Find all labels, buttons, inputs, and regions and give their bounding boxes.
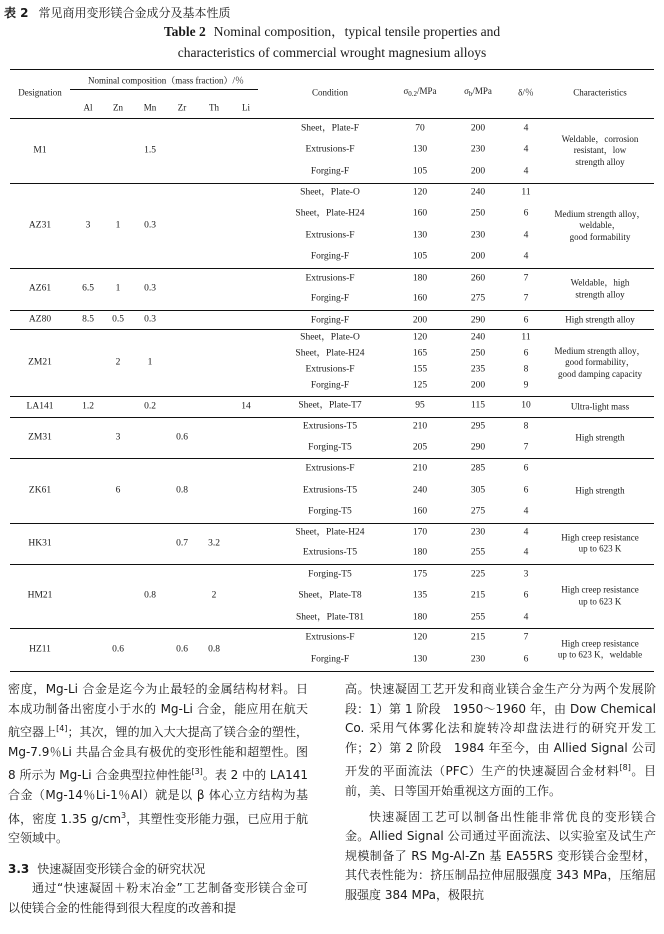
yield-strength-cell: 165 bbox=[412, 348, 428, 359]
characteristics-line: High strength bbox=[575, 484, 625, 495]
elongation-cell: 6 bbox=[523, 590, 529, 601]
condition-cell: Forging-T5 bbox=[308, 442, 352, 453]
yield-strength-cell: 180 bbox=[412, 273, 428, 284]
tensile-strength-cell: 230 bbox=[470, 230, 486, 241]
characteristics-line: up to 623 K，weldable bbox=[557, 649, 643, 660]
composition-value: 0.3 bbox=[144, 283, 156, 294]
table-label-en: Table 2 bbox=[163, 24, 206, 39]
table-caption-cn bbox=[4, 4, 231, 21]
condition-cell: Extrusions-F bbox=[305, 364, 355, 375]
tensile-strength-cell: 230 bbox=[470, 527, 486, 538]
tensile-strength-cell: 290 bbox=[470, 442, 486, 453]
yield-strength-cell: 210 bbox=[412, 463, 428, 474]
alloy-designation: HM21 bbox=[27, 590, 53, 601]
table-rule bbox=[10, 523, 654, 524]
section-heading bbox=[8, 860, 308, 880]
table-rule bbox=[10, 183, 654, 184]
tensile-strength-cell: 200 bbox=[470, 166, 486, 177]
condition-cell: Extrusions-F bbox=[305, 230, 355, 241]
characteristics-cell bbox=[575, 432, 624, 444]
alloy-designation: AZ31 bbox=[28, 220, 52, 230]
tensile-strength-cell: 240 bbox=[470, 332, 486, 343]
characteristics-line: Weldable，high bbox=[570, 277, 630, 288]
composition-value: 1.2 bbox=[82, 401, 94, 411]
composition-value: 6.5 bbox=[82, 283, 94, 294]
elongation-cell: 3 bbox=[523, 569, 529, 580]
table-rule bbox=[10, 564, 654, 565]
header-element-zn: Zn bbox=[113, 102, 123, 113]
characteristics-cell bbox=[571, 401, 629, 413]
elongation-cell: 10 bbox=[521, 400, 531, 411]
yield-strength-cell: 130 bbox=[412, 144, 428, 155]
composition-value: 1.5 bbox=[144, 145, 156, 155]
yield-strength-cell: 205 bbox=[412, 442, 428, 453]
condition-cell: Extrusions-T5 bbox=[302, 485, 358, 496]
elongation-cell: 4 bbox=[523, 612, 529, 623]
header-designation: Designation bbox=[18, 87, 62, 98]
composition-value: 0.6 bbox=[112, 644, 124, 654]
tensile-strength-cell: 250 bbox=[470, 348, 486, 359]
characteristics-line: good formability bbox=[569, 231, 631, 242]
alloy-designation: AZ80 bbox=[28, 314, 52, 324]
condition-cell: Forging-F bbox=[310, 380, 350, 391]
condition-cell: Extrusions-T5 bbox=[302, 547, 358, 558]
condition-cell: Forging-T5 bbox=[308, 569, 352, 580]
tensile-strength-cell: 225 bbox=[470, 569, 486, 580]
elongation-cell: 4 bbox=[523, 230, 529, 241]
condition-cell: Forging-F bbox=[310, 251, 350, 262]
characteristics-line: up to 623 K bbox=[578, 543, 622, 554]
composition-value: 3.2 bbox=[208, 538, 220, 548]
yield-strength-cell: 180 bbox=[412, 547, 428, 558]
characteristics-cell bbox=[571, 278, 630, 301]
elongation-cell: 7 bbox=[523, 632, 529, 643]
characteristics-line: High strength bbox=[575, 431, 625, 442]
composition-value: 0.8 bbox=[208, 644, 220, 654]
characteristics-cell bbox=[555, 208, 646, 243]
elongation-cell: 6 bbox=[523, 654, 529, 665]
citation: [8] bbox=[619, 763, 631, 773]
tensile-strength-cell: 250 bbox=[470, 208, 486, 219]
alloy-designation: ZM21 bbox=[28, 357, 52, 367]
tensile-strength-cell: 240 bbox=[470, 187, 486, 198]
characteristics-cell bbox=[565, 314, 635, 326]
citation: [4] bbox=[56, 724, 68, 734]
tensile-strength-cell: 285 bbox=[470, 463, 486, 474]
elongation-cell: 6 bbox=[523, 348, 529, 359]
composition-value: 0.2 bbox=[144, 401, 156, 411]
elongation-cell: 6 bbox=[523, 208, 529, 219]
yield-strength-cell: 170 bbox=[412, 527, 428, 538]
tensile-strength-cell: 215 bbox=[470, 632, 486, 643]
characteristics-line: High creep resistance bbox=[561, 584, 639, 595]
composition-value: 1 bbox=[115, 283, 121, 294]
table-title-en-1: Nominal composition，typical tensile properties and bbox=[213, 24, 501, 39]
tensile-strength-cell: 200 bbox=[470, 251, 486, 262]
superscript: 3 bbox=[121, 810, 127, 820]
condition-cell: Extrusions-F bbox=[305, 463, 355, 474]
header-elongation: δ/％ bbox=[518, 87, 534, 98]
header-element-li: Li bbox=[242, 102, 250, 113]
composition-value: 0.3 bbox=[144, 314, 156, 324]
elongation-cell: 4 bbox=[523, 506, 529, 517]
tensile-strength-cell: 115 bbox=[471, 400, 485, 411]
condition-cell: Sheet，Plate-H24 bbox=[295, 208, 365, 219]
elongation-cell: 11 bbox=[521, 187, 531, 198]
alloy-designation: ZK61 bbox=[28, 485, 52, 495]
yield-strength-cell: 155 bbox=[412, 364, 428, 375]
table-rule bbox=[10, 458, 654, 459]
yield-strength-cell: 120 bbox=[412, 632, 428, 643]
text: 密度，Mg-Li 合金是迄今为止最轻的金属结构材料。日本成功制备出密度小于水的 Mg-Li 合金，能应用在航天航空器上 bbox=[8, 682, 308, 740]
characteristics-cell bbox=[561, 585, 638, 608]
tensile-strength-cell: 200 bbox=[470, 380, 486, 391]
text: 高。快速凝固工艺开发和商业镁合金生产分为两个发展阶段：1）第 1 阶段 1950～1960 年，由 Dow Chemical Co. 采用气体雾化法和旋转冷却盘法进行的研究开发工作；2）第 2 阶段 1984 年至今，由 Allied Signal 公司开发的平面流法（PFC）生产的快速凝固合金材料 bbox=[345, 682, 656, 779]
characteristics-line: good formability， bbox=[565, 356, 635, 367]
characteristics-line: good damping capacity bbox=[558, 368, 642, 379]
composition-value: 0.6 bbox=[176, 644, 188, 654]
subscript: b bbox=[468, 90, 473, 98]
table-title-cn: 常见商用变形镁合金成分及基本性质 bbox=[38, 6, 231, 20]
composition-value: 0.3 bbox=[144, 220, 156, 230]
yield-strength-cell: 180 bbox=[412, 612, 428, 623]
table-rule bbox=[10, 268, 654, 269]
elongation-cell: 4 bbox=[523, 251, 529, 262]
yield-strength-cell: 105 bbox=[412, 166, 428, 177]
elongation-cell: 6 bbox=[523, 315, 529, 326]
condition-cell: Sheet，Plate-F bbox=[300, 123, 360, 134]
table-rule bbox=[10, 628, 654, 629]
table-rule bbox=[10, 417, 654, 418]
tensile-strength-cell: 230 bbox=[470, 654, 486, 665]
composition-value: 0.5 bbox=[112, 314, 124, 324]
elongation-cell: 4 bbox=[523, 547, 529, 558]
elongation-cell: 8 bbox=[523, 421, 529, 432]
header-element-th: Th bbox=[209, 102, 219, 113]
composition-value: 1 bbox=[115, 220, 121, 230]
table-rule bbox=[10, 671, 654, 672]
tensile-strength-cell: 295 bbox=[470, 421, 486, 432]
composition-value: 3 bbox=[85, 220, 91, 230]
composition-value: 6 bbox=[115, 485, 121, 495]
table-rule bbox=[10, 329, 654, 330]
table-rule bbox=[10, 69, 654, 70]
header-element-al: Al bbox=[83, 102, 93, 113]
elongation-cell: 4 bbox=[523, 123, 529, 134]
elongation-cell: 7 bbox=[523, 442, 529, 453]
tensile-strength-cell: 260 bbox=[470, 273, 486, 284]
characteristics-line: strength alloy bbox=[575, 156, 625, 167]
alloy-designation: ZM31 bbox=[28, 432, 52, 442]
characteristics-line: Ultra-light mass bbox=[570, 400, 630, 411]
composition-value: 8.5 bbox=[82, 314, 94, 324]
elongation-cell: 4 bbox=[523, 527, 529, 538]
tensile-strength-cell: 275 bbox=[470, 293, 486, 304]
condition-cell: Sheet，Plate-T81 bbox=[295, 612, 365, 623]
elongation-cell: 6 bbox=[523, 485, 529, 496]
table-title-en-2: characteristics of commercial wrought magnesium alloys bbox=[177, 45, 487, 60]
characteristics-line: High strength alloy bbox=[565, 313, 635, 324]
composition-value: 14 bbox=[241, 401, 251, 411]
condition-cell: Forging-F bbox=[310, 315, 350, 326]
yield-strength-cell: 160 bbox=[412, 208, 428, 219]
table-rule bbox=[10, 396, 654, 397]
composition-value: 2 bbox=[211, 590, 217, 601]
elongation-cell: 11 bbox=[521, 332, 531, 343]
yield-strength-cell: 120 bbox=[412, 187, 428, 198]
condition-cell: Extrusions-F bbox=[305, 144, 355, 155]
tensile-strength-cell: 255 bbox=[470, 612, 486, 623]
condition-cell: Extrusions-F bbox=[305, 273, 355, 284]
tensile-strength-cell: 200 bbox=[470, 123, 486, 134]
condition-cell: Extrusions-F bbox=[305, 632, 355, 643]
composition-value: 0.8 bbox=[144, 590, 156, 601]
body-text-right-column bbox=[345, 680, 656, 906]
yield-strength-cell: 125 bbox=[412, 380, 428, 391]
characteristics-cell bbox=[555, 345, 646, 380]
yield-strength-cell: 70 bbox=[415, 123, 425, 134]
tensile-strength-cell: 235 bbox=[470, 364, 486, 375]
table-label-cn: 表 2 bbox=[4, 6, 29, 20]
characteristics-cell bbox=[562, 133, 639, 168]
subscript: 0.2 bbox=[408, 90, 418, 98]
alloy-designation: LA141 bbox=[26, 401, 54, 411]
alloy-designation: HZ11 bbox=[29, 644, 51, 654]
condition-cell: Forging-T5 bbox=[308, 506, 352, 517]
paragraph bbox=[345, 680, 656, 802]
paragraph bbox=[8, 680, 308, 849]
tensile-strength-cell: 230 bbox=[470, 144, 486, 155]
elongation-cell: 9 bbox=[523, 380, 529, 391]
header-subrule bbox=[70, 89, 258, 90]
header-condition: Condition bbox=[311, 87, 349, 98]
characteristics-line: resistant，low bbox=[573, 144, 627, 155]
characteristics-line: High creep resistance bbox=[561, 638, 639, 648]
characteristics-line: Medium strength alloy， bbox=[554, 208, 646, 219]
text: 。目前，美、日等国开始重视这方面的工作。 bbox=[345, 764, 656, 798]
yield-strength-cell: 160 bbox=[412, 293, 428, 304]
condition-cell: Sheet，Plate-O bbox=[300, 187, 360, 198]
table-rule bbox=[10, 118, 654, 119]
characteristics-cell bbox=[575, 485, 624, 497]
elongation-cell: 4 bbox=[523, 144, 529, 155]
header-nominal-composition: Nominal composition（mass fraction）/％ bbox=[88, 75, 244, 86]
text: ；其次，锂的加入大大提高了镁合金的塑性，Mg-7.9％Li 共晶合金具有极优的变形性能和超塑性。图 8 所示为 Mg-Li 合金典型拉伸性能 bbox=[8, 725, 308, 783]
characteristics-line: Medium strength alloy， bbox=[554, 345, 646, 356]
body-text-left-column bbox=[8, 680, 308, 919]
yield-strength-cell: 130 bbox=[412, 654, 428, 665]
tensile-strength-cell: 215 bbox=[470, 590, 486, 601]
composition-value: 3 bbox=[115, 432, 121, 442]
characteristics-line: weldable， bbox=[579, 219, 621, 230]
characteristics-line: Weldable，corrosion bbox=[561, 133, 639, 144]
tensile-strength-cell: 255 bbox=[470, 547, 486, 558]
yield-strength-cell: 175 bbox=[412, 569, 428, 580]
paragraph: 快速凝固工艺可以制备出性能非常优良的变形镁合金。Allied Signal 公司通过平面流法、以实验室及试生产规模制备了 RS Mg-Al-Zn 基 EA55RS 变形镁合金型材，其代表性能为：挤压制品拉伸屈服强度 343 MPa，压缩屈服强度 384 MPa，极限抗 bbox=[345, 809, 656, 902]
elongation-cell: 6 bbox=[523, 463, 529, 474]
elongation-cell: 7 bbox=[523, 273, 529, 284]
characteristics-line: strength alloy bbox=[575, 289, 625, 299]
tensile-strength-cell: 275 bbox=[470, 506, 486, 517]
alloy-designation: HK31 bbox=[28, 538, 52, 548]
tensile-strength-cell: 290 bbox=[470, 315, 486, 326]
elongation-cell: 7 bbox=[523, 293, 529, 304]
yield-strength-cell: 200 bbox=[412, 315, 428, 326]
elongation-cell: 4 bbox=[523, 166, 529, 177]
composition-value: 0.7 bbox=[176, 538, 188, 548]
yield-strength-cell: 210 bbox=[412, 421, 428, 432]
citation: [3] bbox=[191, 767, 203, 777]
alloy-designation: AZ61 bbox=[28, 283, 52, 294]
yield-strength-cell: 105 bbox=[412, 251, 428, 262]
condition-cell: Sheet，Plate-T7 bbox=[298, 400, 362, 411]
header-tensile-strength: $\sigma_b$/MPa bbox=[464, 86, 492, 98]
condition-cell: Forging-F bbox=[310, 166, 350, 177]
header-yield-strength: $\sigma_{0.2}$/MPa bbox=[403, 86, 437, 98]
condition-cell: Sheet，Plate-T8 bbox=[298, 590, 362, 601]
yield-strength-cell: 95 bbox=[415, 400, 425, 411]
condition-cell: Extrusions-T5 bbox=[302, 421, 358, 432]
yield-strength-cell: 160 bbox=[412, 506, 428, 517]
composition-value: 2 bbox=[115, 357, 121, 367]
composition-value: 0.6 bbox=[176, 432, 188, 442]
section-number: 3.3 bbox=[8, 861, 30, 876]
condition-cell: Forging-F bbox=[310, 293, 350, 304]
yield-strength-cell: 130 bbox=[412, 230, 428, 241]
alloy-designation: M1 bbox=[33, 145, 47, 155]
characteristics-cell bbox=[561, 532, 638, 555]
tensile-strength-cell: 305 bbox=[470, 485, 486, 496]
yield-strength-cell: 120 bbox=[412, 332, 428, 343]
characteristics-line: up to 623 K bbox=[578, 596, 622, 606]
condition-cell: Sheet，Plate-O bbox=[300, 332, 360, 343]
table-caption-en-line1 bbox=[0, 22, 664, 42]
yield-strength-cell: 135 bbox=[412, 590, 428, 601]
elongation-cell: 8 bbox=[523, 364, 529, 375]
yield-strength-cell: 240 bbox=[412, 485, 428, 496]
condition-cell: Sheet，Plate-H24 bbox=[295, 527, 365, 538]
composition-value: 0.8 bbox=[176, 485, 188, 495]
characteristics-line: High creep resistance bbox=[561, 532, 639, 542]
condition-cell: Sheet，Plate-H24 bbox=[295, 348, 365, 359]
table-caption-en-line2 bbox=[0, 43, 664, 63]
paragraph: 通过“快速凝固＋粉末冶金”工艺制备变形镁合金可以使镁合金的性能得到很大程度的改善和提 bbox=[8, 881, 308, 915]
table-rule bbox=[10, 310, 654, 311]
section-title: 快速凝固变形镁合金的研究状况 bbox=[37, 861, 206, 876]
characteristics-cell bbox=[558, 638, 642, 661]
composition-value: 1 bbox=[147, 357, 153, 367]
header-element-mn: Mn bbox=[143, 102, 157, 113]
header-element-zr: Zr bbox=[177, 102, 187, 113]
condition-cell: Forging-F bbox=[310, 654, 350, 665]
text: 。表 2 中的 LA141 合金（Mg-14％Li-1％Al）就是以 β 体心立方结构为基体，密度 1.35 g/cm bbox=[8, 768, 308, 826]
header-characteristics: Characteristics bbox=[573, 87, 627, 98]
text: ，其塑性变形能力强，已应用于航空领域中。 bbox=[8, 811, 308, 846]
